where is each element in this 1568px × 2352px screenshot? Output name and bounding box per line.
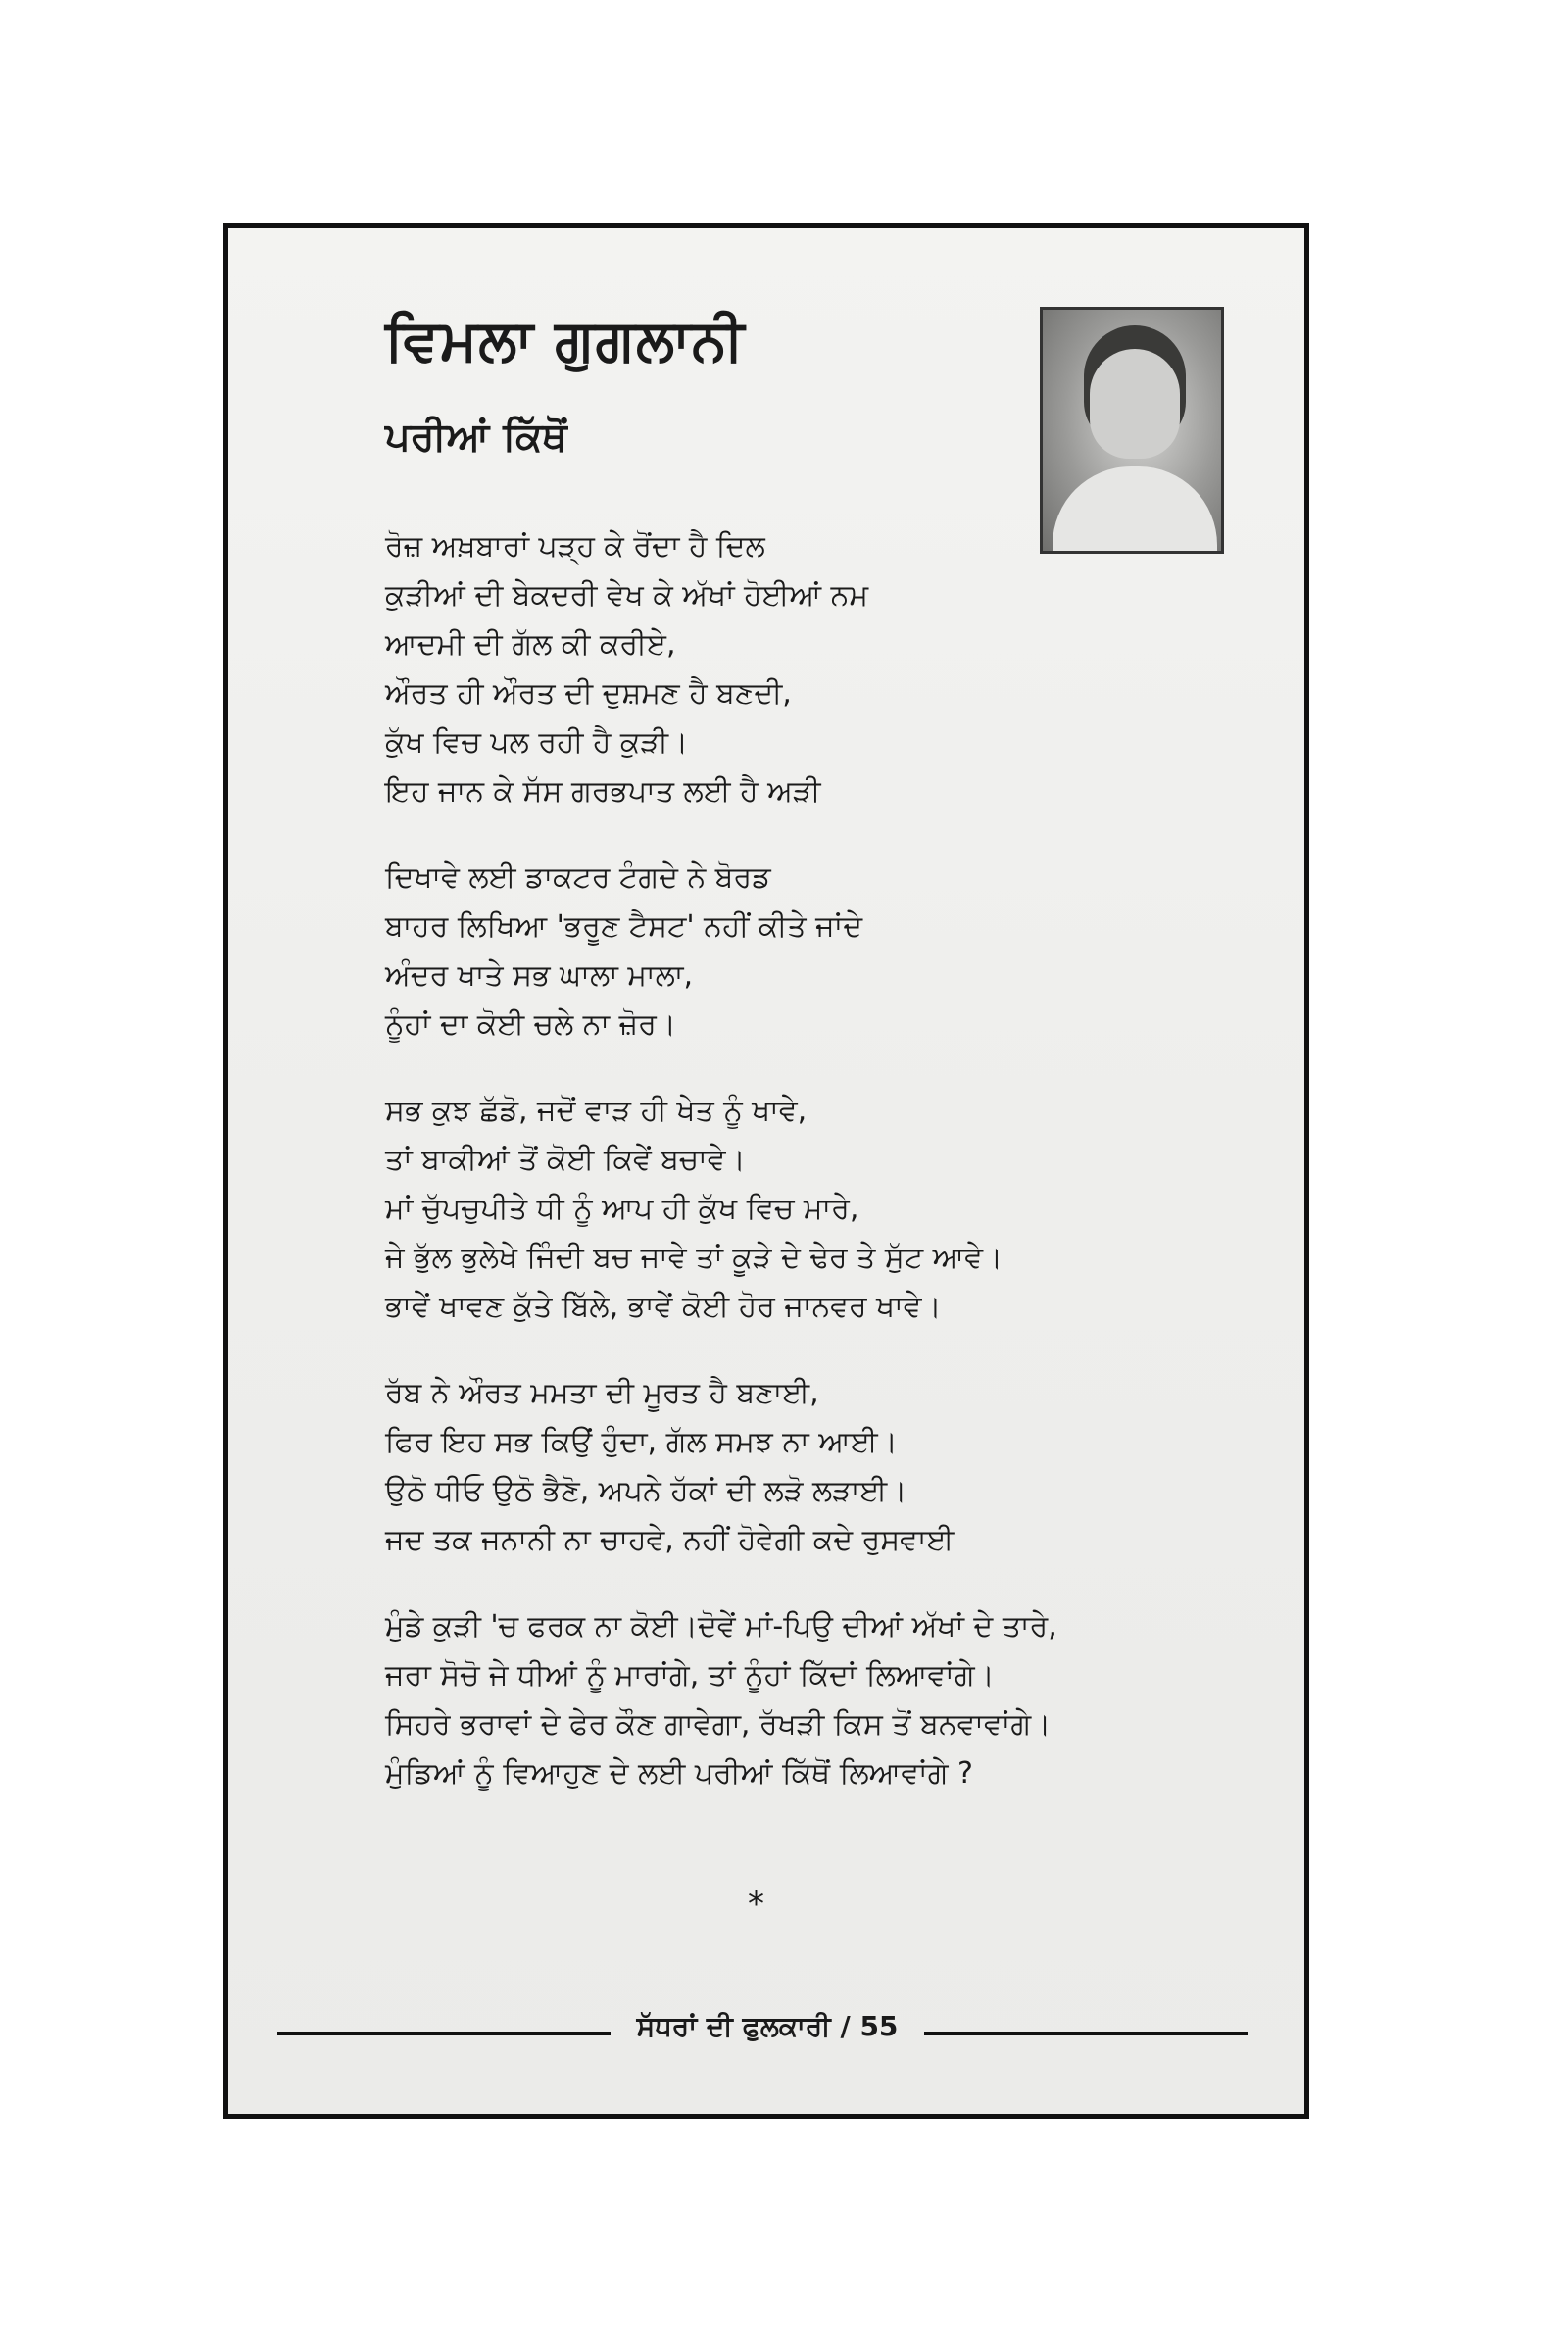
poem-line: ਆਦਮੀ ਦੀ ਗੱਲ ਕੀ ਕਰੀਏ, — [385, 627, 676, 662]
end-star-icon: * — [748, 1885, 764, 1924]
poem-line: ਭਾਵੇਂ ਖਾਵਣ ਕੁੱਤੇ ਬਿੱਲੇ, ਭਾਵੇਂ ਕੋਈ ਹੋਰ ਜਾਨਵਰ ਖਾਵੇ। — [385, 1290, 942, 1324]
poem-line: ਔਰਤ ਹੀ ਔਰਤ ਦੀ ਦੁਸ਼ਮਣ ਹੈ ਬਣਦੀ, — [385, 676, 792, 710]
poem-line: ਨੂੰਹਾਂ ਦਾ ਕੋਈ ਚਲੇ ਨਾ ਜ਼ੋਰ। — [385, 1007, 677, 1042]
poem-line: ਦਿਖਾਵੇ ਲਈ ਡਾਕਟਰ ਟੰਗਦੇ ਨੇ ਬੋਰਡ — [385, 860, 771, 895]
stanza-5 — [385, 1602, 1248, 1798]
stanza-4 — [385, 1369, 1248, 1565]
poem-line: ਜਰਾ ਸੋਚੋ ਜੇ ਧੀਆਂ ਨੂੰ ਮਾਰਾਂਗੇ, ਤਾਂ ਨੂੰਹਾਂ ਕਿੱਦਾਂ ਲਿਆਵਾਂਗੇ। — [385, 1658, 995, 1692]
poem-line: ਉਠੋ ਧੀਓ ਉਠੋ ਭੈਣੋ, ਅਪਨੇ ਹੱਕਾਂ ਦੀ ਲੜੋ ਲੜਾਈ। — [385, 1474, 907, 1508]
poem-line: ਕੁੱਖ ਵਿਚ ਪਲ ਰਹੀ ਹੈ ਕੁੜੀ। — [385, 725, 689, 760]
book-page — [223, 223, 1309, 2119]
poem-line: ਤਾਂ ਬਾਕੀਆਂ ਤੋਂ ਕੋਈ ਕਿਵੇਂ ਬਚਾਵੇ। — [385, 1143, 746, 1177]
poem-line: ਮੁੰਡਿਆਂ ਨੂੰ ਵਿਆਹੁਣ ਦੇ ਲਈ ਪਰੀਆਂ ਕਿੱਥੋਂ ਲਿਆਵਾਂਗੇ ? — [385, 1756, 973, 1790]
stanza-3 — [385, 1087, 1248, 1332]
poem-line: ਸਿਹਰੇ ਭਰਾਵਾਂ ਦੇ ਫੇਰ ਕੌਣ ਗਾਵੇਗਾ, ਰੱਖੜੀ ਕਿਸ ਤੋਂ ਬਨਵਾਵਾਂਗੇ। — [385, 1707, 1052, 1741]
footer-rule-right — [924, 2032, 1248, 2035]
portrait-head — [1090, 349, 1180, 459]
poem-line: ਜਦ ਤਕ ਜਨਾਨੀ ਨਾ ਚਾਹਵੇ, ਨਹੀਂ ਹੋਵੇਗੀ ਕਦੇ ਰੁਸਵਾਈ — [385, 1523, 955, 1557]
poem-line: ਜੇ ਭੁੱਲ ਭੁਲੇਖੇ ਜਿੰਦੀ ਬਚ ਜਾਵੇ ਤਾਂ ਕੂੜੇ ਦੇ ਢੇਰ ਤੇ ਸੁੱਟ ਆਵੇ। — [385, 1241, 1004, 1275]
poem-line: ਅੰਦਰ ਖਾਤੇ ਸਭ ਘਾਲਾ ਮਾਲਾ, — [385, 958, 694, 993]
author-name: ਵਿਮਲਾ ਗੁਗਲਾਨੀ — [385, 307, 746, 373]
author-photo — [1040, 307, 1224, 554]
poem-line: ਬਾਹਰ ਲਿਖਿਆ 'ਭਰੂਣ ਟੈਸਟ' ਨਹੀਂ ਕੀਤੇ ਜਾਂਦੇ — [385, 909, 863, 944]
poem-line: ਇਹ ਜਾਨ ਕੇ ਸੱਸ ਗਰਭਪਾਤ ਲਈ ਹੈ ਅੜੀ — [385, 774, 821, 808]
poem-line: ਫਿਰ ਇਹ ਸਭ ਕਿਉਂ ਹੁੰਦਾ, ਗੱਲ ਸਮਝ ਨਾ ਆਈ। — [385, 1425, 898, 1459]
stanza-1 — [385, 522, 1248, 816]
poem-body — [385, 522, 1248, 1836]
poem-line: ਰੱਬ ਨੇ ਔਰਤ ਮਮਤਾ ਦੀ ਮੂਰਤ ਹੈ ਬਣਾਈ, — [385, 1376, 819, 1410]
poem-title: ਪਰੀਆਂ ਕਿੱਥੋਂ — [385, 415, 567, 460]
poem-line: ਮਾਂ ਚੁੱਪਚੁਪੀਤੇ ਧੀ ਨੂੰ ਆਪ ਹੀ ਕੁੱਖ ਵਿਚ ਮਾਰੇ, — [385, 1192, 859, 1226]
stanza-2 — [385, 854, 1248, 1050]
poem-line: ਕੁੜੀਆਂ ਦੀ ਬੇਕਦਰੀ ਵੇਖ ਕੇ ਅੱਖਾਂ ਹੋਈਆਂ ਨਮ — [385, 578, 869, 612]
footer-rule-left — [277, 2032, 611, 2035]
poem-line: ਸਭ ਕੁਝ ਛੱਡੋ, ਜਦੋਂ ਵਾੜ ਹੀ ਖੇਤ ਨੂੰ ਖਾਵੇ, — [385, 1094, 808, 1128]
poem-line: ਰੋਜ਼ ਅਖ਼ਬਾਰਾਂ ਪੜ੍ਹ ਕੇ ਰੋਂਦਾ ਹੈ ਦਿਲ — [385, 529, 765, 564]
footer-page-label: ਸੱਧਰਾਂ ਦੀ ਫੁਲਕਾਰੀ / 55 — [636, 2010, 899, 2042]
poem-line: ਮੁੰਡੇ ਕੁੜੀ 'ਚ ਫਰਕ ਨਾ ਕੋਈ।ਦੋਵੇਂ ਮਾਂ-ਪਿਉ ਦੀਆਂ ਅੱਖਾਂ ਦੇ ਤਾਰੇ, — [385, 1609, 1057, 1643]
